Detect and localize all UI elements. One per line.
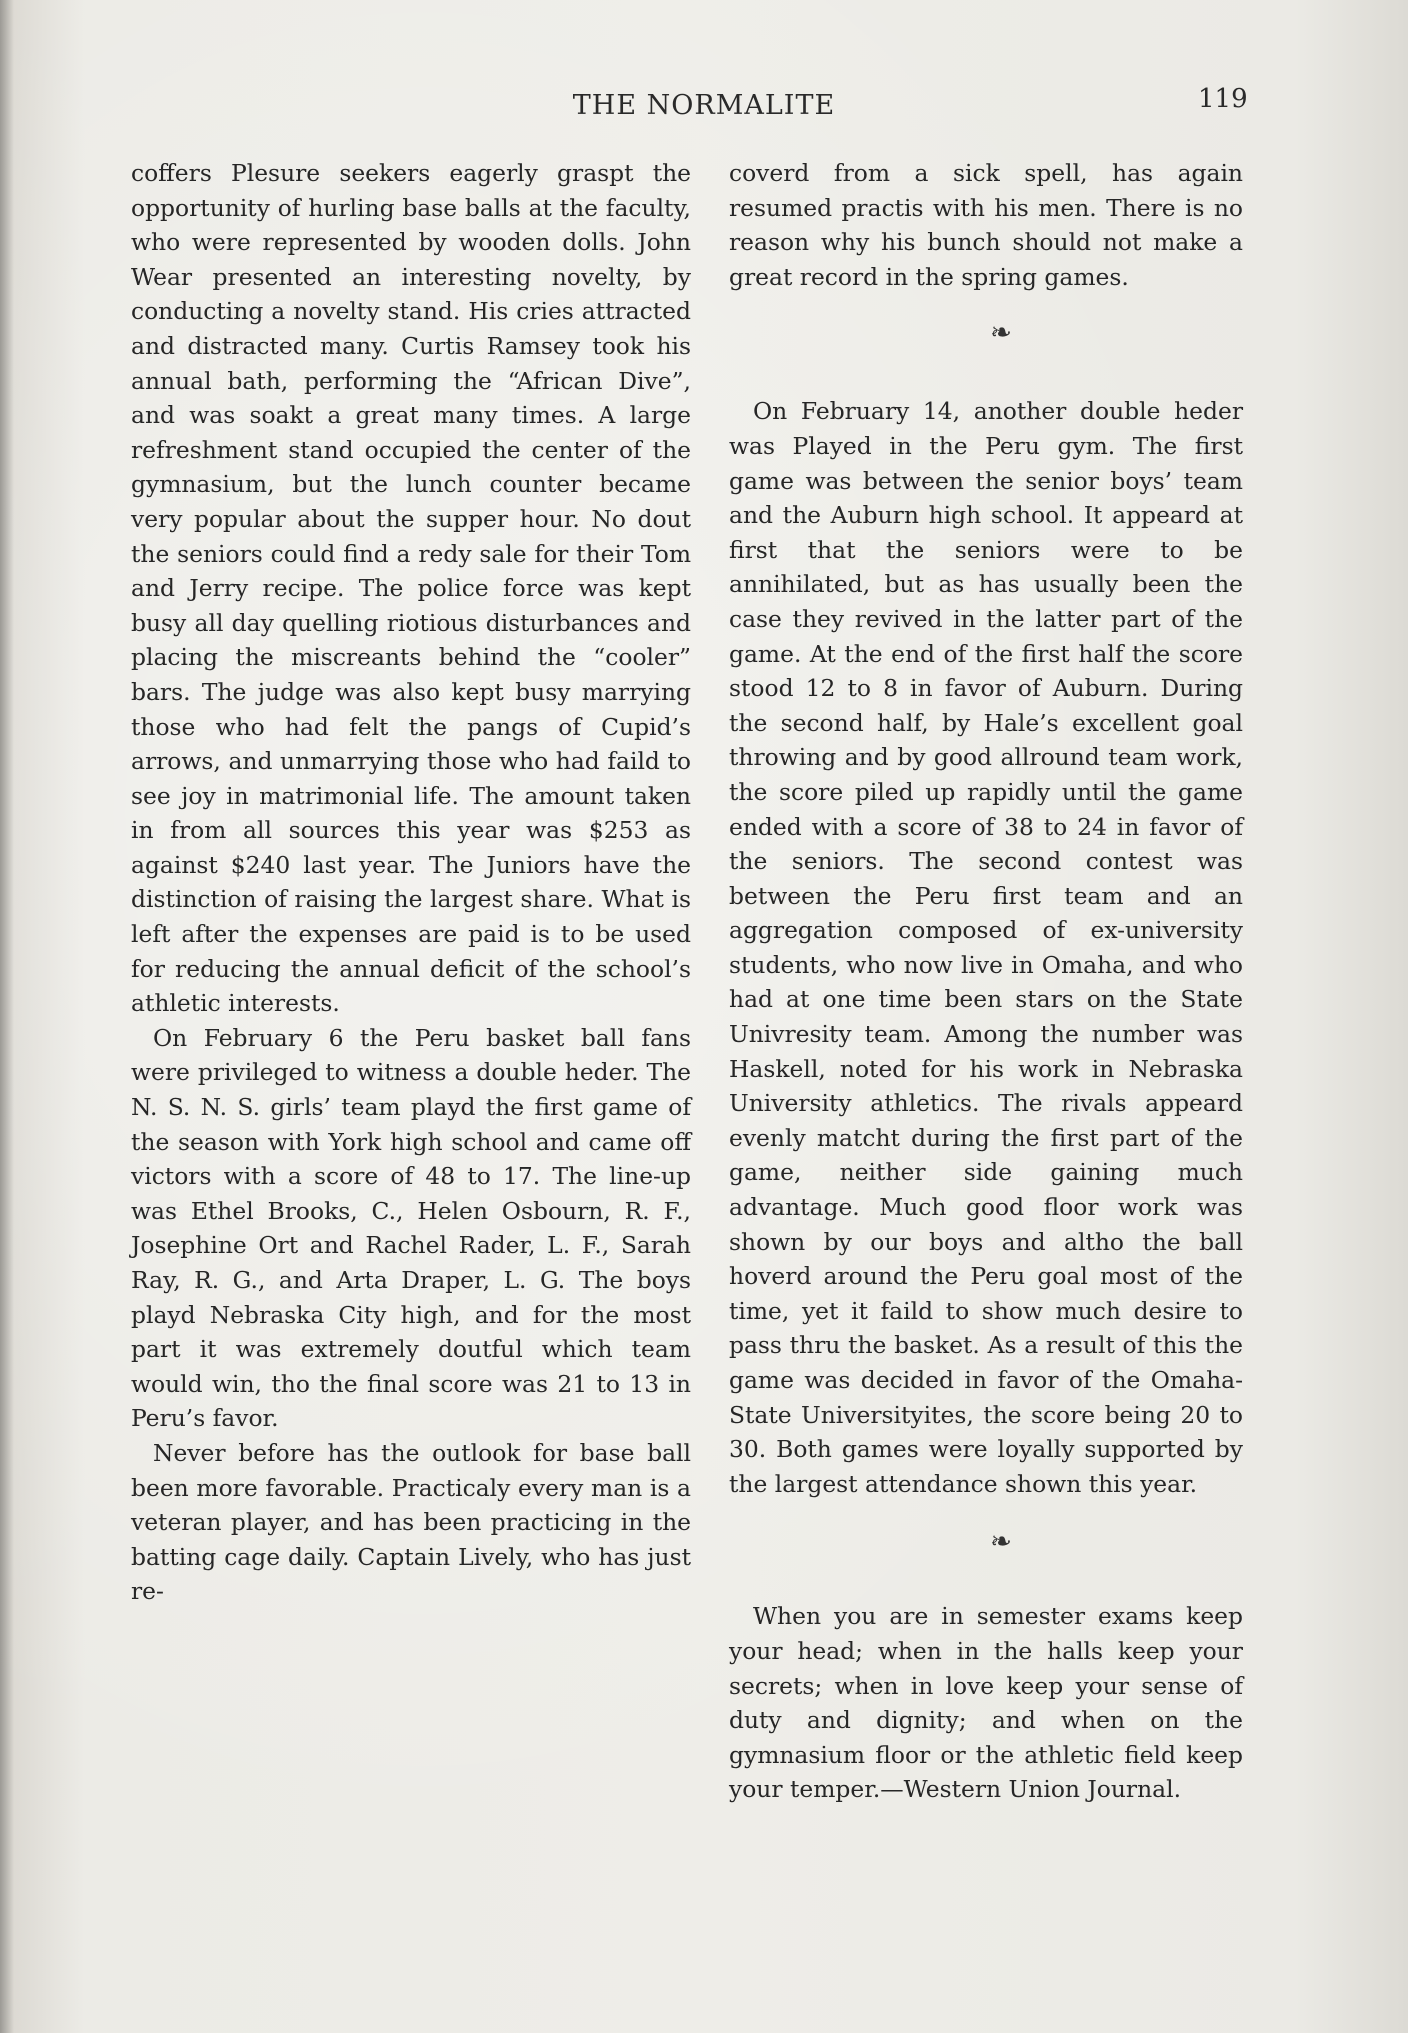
paragraph-quote: When you are in semester exams keep your head; when in the halls keep your secrets; when in love keep your sense of duty and dignity; and when on the gymnasium floor or the athletic field keep your temper.—Western Union Journal. bbox=[729, 1602, 1243, 1804]
paragraph-carnival: coffers Plesure seekers eagerly graspt the opportunity of hurling base balls at the faculty, who were represented by wooden dolls. John Wear presented an interesting novelty, by conducting a novelty stand. His cries attracted and distracted many. Curtis Ramsey took his annual bath, performing the “African Dive”, and was soakt a great many times. A large refreshment stand occupied the center of the gymnasium, but the lunch counter became very popular about the supper hour. No dout the seniors could find a redy sale for their Tom and Jerry recipe. The police force was kept busy all day quelling riotious disturbances and placing the miscreants behind the “cooler” bars. The judge was also kept busy marrying those who had felt the pangs of Cupid’s arrows, and unmarrying those who had faild to see joy in matrimonial life. The amount taken in from all sources this year was $253 as against $240 last year. The Juniors have the distinction of raising the largest share. What is left after the expenses are paid is to be used for reducing the annual deficit of the school’s athletic interests. bbox=[131, 159, 691, 1018]
page-number: 119 bbox=[1198, 84, 1248, 114]
right-column bbox=[729, 156, 1243, 1807]
binding-edge-shadow bbox=[0, 0, 14, 2033]
leaf-ornament-icon: ❧ bbox=[990, 318, 1012, 349]
paragraph-feb6-game: On February 6 the Peru basket ball fans were privileged to witness a double heder. The N. S. N. S. girls’ team playd the first game of the season with York high school and came off victors with a score of 48 to 17. The line-up was Ethel Brooks, C., Helen Osbourn, R. F., Josephine Ort and Rachel Rader, L. F., Sarah Ray, R. G., and Arta Draper, L. G. The boys playd Nebraska City high, and for the most part it was extremely doutful which team would win, tho the final score was 21 to 13 in Peru’s favor. bbox=[131, 1023, 691, 1433]
paragraph-feb14-game: On February 14, another double heder was Played in the Peru gym. The first game was between the senior boys’ team and the Auburn high school. It appeard at first that the seniors were to be annihilated, but as has usually been the case they revived in the latter part of the game. At the end of the first half the score stood 12 to 8 in favor of Auburn. During the second half, by Hale’s excellent goal throwing and by good allround team work, the score piled up rapidly until the game ended with a score of 38 to 24 in favor of the seniors. The second contest was between the Peru first team and an aggregation composed of ex-university students, who now live in Omaha, and who had at one time been stars on the State Univresity team. Among the number was Haskell, noted for his work in Nebraska University athletics. The rivals appeard evenly matcht during the first part of the game, neither side gaining much advantage. Much good floor work was shown by our boys and altho the ball hoverd around the Peru goal most of the time, yet it faild to show much desire to pass thru the basket. As a result of this the game was decided in favor of the Omaha-State Universityites, the score being 20 to 30. Both games were loyally supported by the largest attendance shown this year. bbox=[729, 397, 1243, 1498]
paragraph-baseball-outlook: Never before has the outlook for base ball been more favorable. Practicaly every man is a veteran player, and has been practicing in the batting cage daily. Captain Lively, who has just re- bbox=[131, 1438, 691, 1606]
running-title: THE NORMALITE bbox=[572, 90, 836, 121]
leaf-ornament-icon: ❧ bbox=[990, 1527, 1012, 1558]
left-column bbox=[131, 156, 691, 1609]
paragraph-baseball-continued: coverd from a sick spell, has again resumed practis with his men. There is no reason why his bunch should not make a great record in the spring games. bbox=[729, 159, 1243, 291]
